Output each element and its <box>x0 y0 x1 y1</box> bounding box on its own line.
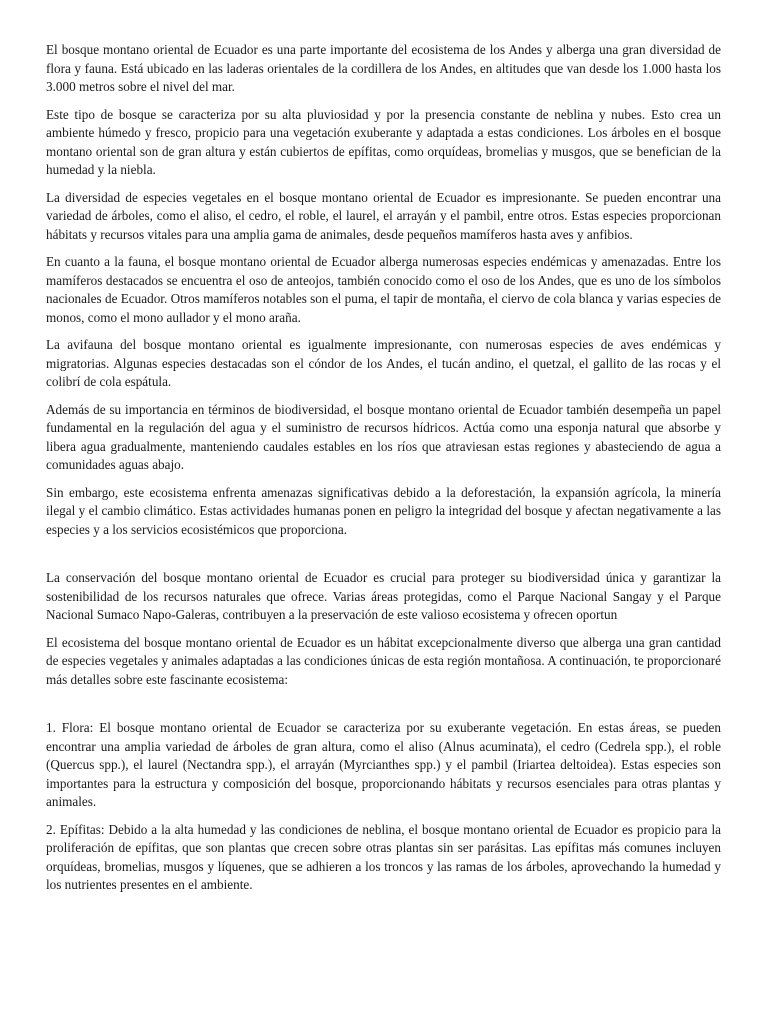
paragraph-avifauna: La avifauna del bosque montano oriental es igualmente impresionante, con numerosas especies de aves endémicas y migratorias. Algunas especies destacadas son el cóndor de los Andes, el tucán andino, el quetzal, el gallito de las rocas y el colibrí de cola espátula. <box>46 337 721 389</box>
document-page <box>46 41 721 904</box>
paragraph-plant-diversity: La diversidad de especies vegetales en el bosque montano oriental de Ecuador es impresionante. Se pueden encontrar una variedad de árboles, como el aliso, el cedro, el roble, el laurel, el arrayán y el pambil, entre otros. Estas especies proporcionan hábitats y recursos vitales para una amplia gama de animales, desde pequeños mamíferos hasta aves y anfibios. <box>46 189 721 242</box>
paragraph-intro: El bosque montano oriental de Ecuador es una parte importante del ecosistema de los Andes y alberga una gran diversidad de flora y fauna. Está ubicado en las laderas orientales de la cordillera de los Andes, en altitudes que van desde los 1.000 hasta los 3.000 metros sobre el nivel del mar. <box>46 42 721 94</box>
paragraph-fauna: En cuanto a la fauna, el bosque montano oriental de Ecuador alberga numerosas especies endémicas y amenazadas. Entre los mamíferos destacados se encuentra el oso de anteojos, también conocido como el oso de los Andes, que es uno de los símbolos nacionales de Ecuador. Otros mamíferos notables son el puma, el tapir de montaña, el ciervo de cola blanca y varias especies de monos, como el mono aullador y el mono araña. <box>46 254 721 325</box>
list-item-flora: 1. Flora: El bosque montano oriental de Ecuador se caracteriza por su exuberante vegetación. En estas áreas, se pueden encontrar una amplia variedad de árboles de gran altura, como el aliso (Alnus acuminata), el cedro (Cedrela spp.), el roble (Quercus spp.), el laurel (Nectandra spp.), el arrayán (Myrcianthes spp.) y el pambil (Iriartea deltoidea). Estas especies son importantes para la estructura y composición del bosque, proporcionando hábitats y recursos esenciales para otras plantas y animales. <box>46 720 721 809</box>
paragraph-conservation: La conservación del bosque montano oriental de Ecuador es crucial para proteger su biodiversidad única y garantizar la sostenibilidad de los recursos naturales que ofrece. Varias áreas protegidas, como el Parque Nacional Sangay y el Parque Nacional Sumaco Napo-Galeras, contribuyen a la preservación de este valioso ecosistema y ofrecen oportun <box>46 570 721 622</box>
paragraph-climate: Este tipo de bosque se caracteriza por su alta pluviosidad y por la presencia constante de neblina y nubes. Esto crea un ambiente húmedo y fresco, propicio para una vegetación exuberante y adaptada a estas condiciones. Los árboles en el bosque montano oriental son de gran altura y están cubiertos de epífitas, como orquídeas, bromelias y musgos, que se benefician de la humedad y la niebla. <box>46 106 721 177</box>
paragraph-ecosystem-overview: El ecosistema del bosque montano oriental de Ecuador es un hábitat excepcionalmente diverso que alberga una gran cantidad de especies vegetales y animales adaptadas a las condiciones únicas de esta región montañosa. A continuación, te proporcionaré más detalles sobre este fascinante ecosistema: <box>46 634 721 687</box>
list-item-epiphytes: 2. Epífitas: Debido a la alta humedad y las condiciones de neblina, el bosque montano oriental de Ecuador es propicio para la proliferación de epífitas, que son plantas que crecen sobre otras plantas sin ser parásitas. Las epífitas más comunes incluyen orquídeas, bromelias, musgos y líquenes, que se adhieren a los troncos y las ramas de los árboles, aprovechando la humedad y los nutrientes presentes en el ambiente. <box>46 821 721 892</box>
paragraph-threats: Sin embargo, este ecosistema enfrenta amenazas significativas debido a la deforestación, la expansión agrícola, la minería ilegal y el cambio climático. Estas actividades humanas ponen en peligro la integridad del bosque y afectan negativamente a las especies y a los servicios ecosistémicos que proporciona. <box>46 484 721 537</box>
paragraph-water-regulation: Además de su importancia en términos de biodiversidad, el bosque montano oriental de Ecuador también desempeña un papel fundamental en la regulación del agua y el suministro de recursos hídricos. Actúa como una esponja natural que absorbe y libera agua gradualmente, manteniendo caudales estables en los ríos que atraviesan estas regiones y abasteciendo de agua a comunidades aguas abajo. <box>46 401 721 472</box>
